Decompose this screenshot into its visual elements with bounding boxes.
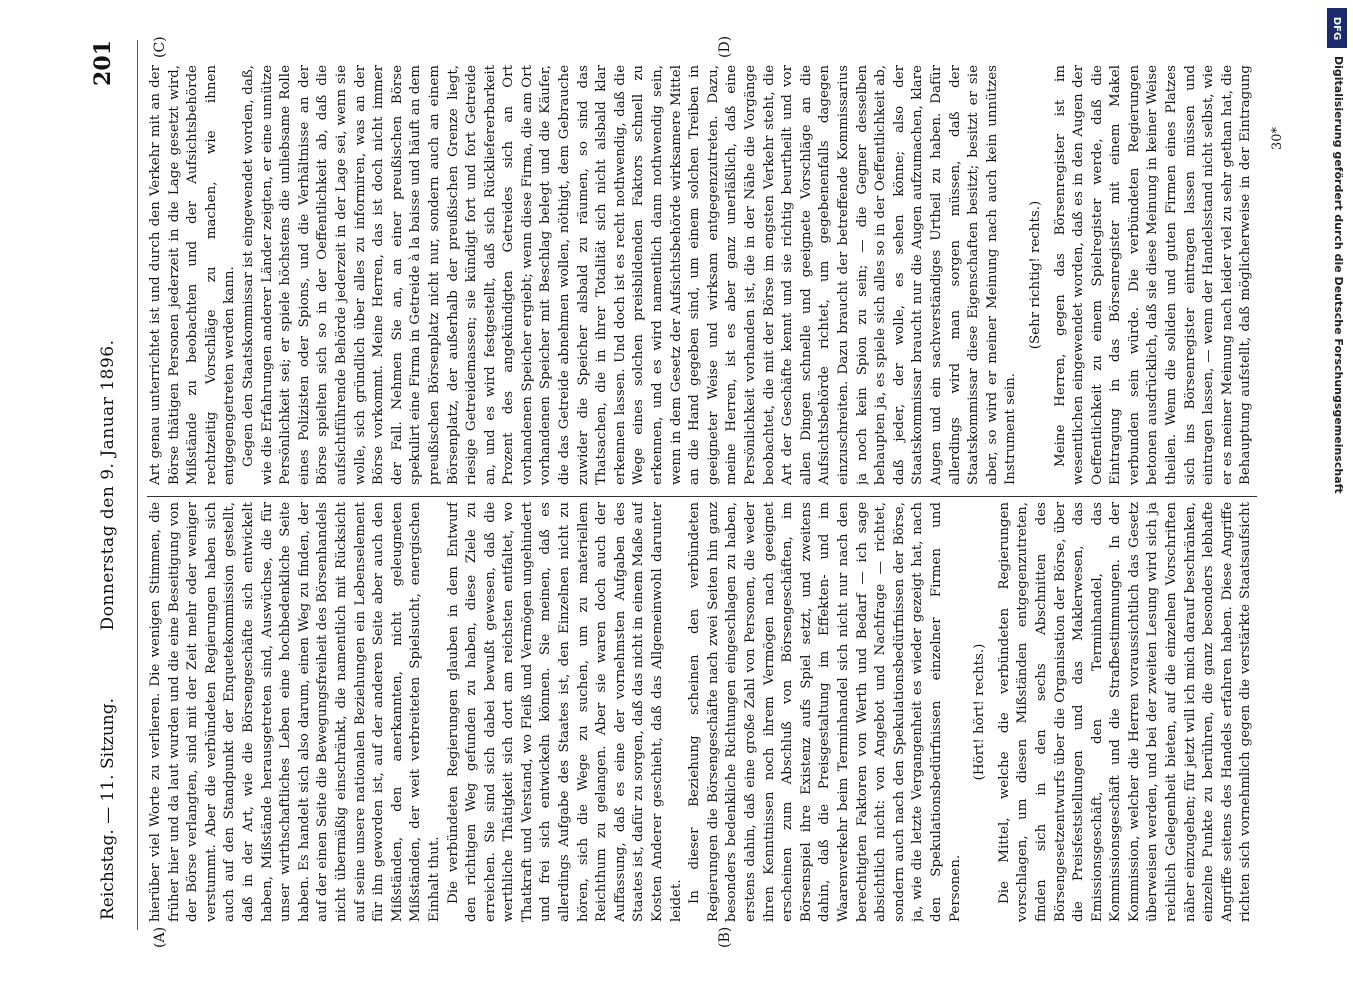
interjection: (Sehr richtig! rechts.) — [1027, 200, 1043, 350]
paragraph: hierüber viel Worte zu verlieren. Die wenigen Stimmen, die früher hier und da laut wurden und die eine Beseitigung von der Börse verlangten, sind mit der Zeit mehr oder weniger verstummt. Aber die verbündeten Regierungen haben sich auch auf den Standpunkt der Enquetekommission gestellt, daß in der Art, wie die Börsengeschäfte sich entwickelt haben, Mißstände herausgetreten sind, Auswüchse, die für unser wirthschaftliches Leben eine hochbedenkliche Seite haben. Es handelt sich also darum, einen Weg zu finden, der auf der einen Seite die Bewegungsfreiheit des Börsenhandels nicht übermäßig einschränkt, die namentlich mit Rücksicht auf seine unsere nationalen Beziehungen ein Lebenselement für ihn geworden ist, auf der anderen Seite aber auch den Mißständen, den anerkannten, nicht geleugneten Mißständen, der weit verbreiteten Spielsucht, energischen Einhalt thut. — [148, 502, 442, 922]
margin-marker-a: (A) — [152, 926, 168, 948]
dfg-logo: DFG — [1327, 8, 1347, 48]
paragraph: Art genau unterrichtet ist und durch den Verkehr mit an der Börse thätigen Personen jederzeit in die Lage gesetzt wird, Mißstände zu beobachten und der Aufsichtsbehörde rechtzeitig Vorschläge zu machen, wie ihnen entgegengetreten werden kann. — [148, 65, 238, 485]
paragraph: Die verbündeten Regierungen glauben in dem Entwurf den richtigen Weg gefunden zu haben, diese Ziele zu erreichen. Sie sind sich dabei bewußt gewesen, daß die werthliche Thätigkeit sich dort am reichsten entfaltet, wo Thatkraft und Verstand, wo Fleiß und Vermögen ungehindert und frei sich entwickeln können. Sie meinen, daß es allerdings Aufgabe des Staates ist, den Einzelnen nicht zu hören, sich die Wege zu suchen, um zu materiellem Reichthum zu gelangen. Aber sie waren doch auch der Auffassung, daß es eine der vornehmsten Aufgaben des Staates ist, dafür zu sorgen, daß das nicht in einem Maße auf Kosten Anderer geschieht, daß das Allgemeinwohl darunter leidet. — [445, 502, 684, 922]
running-title-left: Reichstag. — 11. Sitzung. — [98, 697, 118, 920]
digitization-credit — [1325, 8, 1347, 998]
margin-marker-b: (B) — [717, 926, 733, 948]
signature-mark: 30* — [1270, 126, 1285, 150]
page-number: 201 — [90, 40, 116, 86]
newspaper-page — [52, 0, 1352, 1000]
running-date: Donnerstag den 9. Januar 1896. — [98, 339, 118, 631]
header-rule — [137, 40, 138, 930]
paragraph: Die Mittel, welche die verbündeten Regierungen vorschlagen, um diesen Mißständen entgegenzutreten, finden sich in den sechs Abschnitten des Börsengesetzentwurfs über die Organisation der Börse, über die Preisfeststellungen und das Maklerwesen, das Emissionsgeschäft, den Terminhandel, das Kommissionsgeschäft und die Strafbestimmungen. In der Kommission, welcher die Herren voraussichtlich das Gesetz überweisen werden, und bei der zweiten Lesung wird sich ja reichlich Gelegenheit bieten, auf die einzelnen Vorschriften näher einzugehen; für jetzt will ich mich darauf beschränken, einzelne Punkte zu berühren, die ganz besonders lebhafte Angriffe seitens des Handels erfahren haben. Diese Angriffe richten sich vornehmlich gegen die verstärkte Staatsaufsicht — [996, 502, 1254, 922]
column-divider — [147, 496, 1257, 497]
right-column — [147, 65, 1257, 485]
interjection: (Hört! hört! rechts.) — [972, 643, 988, 781]
paragraph: Meine Herren, gegen das Börsenregister ist im wesentlichen eingewendet worden, daß es in den Augen der Oeffentlichkeit zu einem Spielregister werde, daß die Eintragung in das Börsenregister mit einem Makel verbunden sein würde. Die verbündeten Regierungen betonen ausdrücklich, daß sie diese Meinung in keiner Weise theilen. Wenn die soliden und guten Firmen eines Platzes sich ins Börsenregister eintragen lassen müssen und eintragen lassen, — wenn der Handelsstand nicht selbst, wie er es meiner Meinung nach leider viel zu sehr gethan hat, die Behauptung aufstellt, daß möglicherweise in der Eintragung — [1052, 65, 1254, 485]
paragraph: Gegen den Staatskommissar ist eingewendet worden, daß, wie die Erfahrungen anderer Länder zeigten, er eine unnütze Persönlichkeit sei; er spiele höchstens die unliebsame Rolle eines Polizisten oder Spions, und die Verhältnisse an der Börse spielten sich so in der Oeffentlichkeit ab, daß die aufsichtführende Behörde jederzeit in der Lage sei, wenn sie wolle, sich gründlich über alles zu informiren, was an der Börse vorkommt. Meine Herren, das ist doch nicht immer der Fall. Nehmen Sie an, an einer preußischen Börse spekulirt eine Firma in Getreide à la baisse und häuft an dem preußischen Börsenplatz nicht nur, sondern auch an einem Börsenplatz, der außerhalb der preußischen Grenze liegt, riesige Getreidemassen; sie kündigt fort und fort Getreide an, und es wird festgestellt, daß sich Rückliefererbarkeit Prozent des angekündigten Getreides sich an Ort vorhandenen Speicher ergiebt; wenn diese Firma, die am Ort vorhandenen Speicher mit Beschlag belegt und die Käufer, die das Getreide abnehmen wollen, nöthigt, dem Gebrauche zuwider die Speicher alsbald zu räumen, so sind das Thatsachen, die in ihrer Totalität sich nicht alsbald klar erkennen lassen. Und doch ist es recht nothwendig, daß die Wege eines solchen preisbildenden Faktors schnell zu erkennen, und es wird namentlich dann nothwendig sein, wenn in dem Gesetz der Aufsichtsbehörde wirksamere Mittel an die Hand gegeben sind, um einem solchen Treiben in geeigneter Weise und wirksam entgegenzutreten. Dazu, meine Herren, ist es aber ganz unerläßlich, daß eine Persönlichkeit vorhanden ist, die in der Nähe die Vorgänge beobachtet, die mit der Börse im engsten Verkehr steht, die Art der Geschäfte kennt und sie richtig beurtheilt und vor allen Dingen schnelle und geeignete Vorschläge an die Aufsichtsbehörde richtet, um gegebenenfalls dagegen einzuschreiten. Dazu braucht der betreffende Kommissarius ja noch kein Spion zu sein; — die Gegner desselben behaupten ja, es spiele sich alles so in der Oeffentlichkeit ab, daß jeder, der wolle, es sehen könne; also der Staatskommissar braucht nur die Augen aufzumachen, klare Augen und ein sachverständiges Urtheil zu haben. Dafür allerdings wird man sorgen müssen, daß der Staatskommissar diese Eigenschaften besitzt; besitzt er sie aber, so wird er meiner Meinung nach auch kein unnützes Instrument sein. — [240, 65, 1019, 485]
margin-marker-d: (D) — [717, 35, 733, 58]
paragraph: In dieser Beziehung scheinen den verbündeten Regierungen die Börsengeschäfte nach zwei Seiten hin ganz besonders bedenkliche Richtungen eingeschlagen zu haben, erstens dahin, daß eine große Zahl von Personen, die weder ihren Kenntnissen noch ihrem Vermögen nach geeignet erscheinen zum Abschluß von Börsengeschäften, im Börsenspiel ihre Existenz aufs Spiel setzt, und zweitens dahin, daß die Preisgestaltung im Effekten- und im Waarenverkehr beim Terminhandel sich nicht nur nach den berechtigten Faktoren von Werth und Bedarf — ich sage absichtlich nicht: von Angebot und Nachfrage — richtet, sondern auch nach den Spekulationsbedürfnissen der Börse, ja, wie die letzte Vergangenheit es wieder gezeigt hat, nach den Spekulationsbedürfnissen einzelner Firmen und Personen. — [687, 502, 963, 922]
margin-marker-c: (C) — [152, 36, 168, 58]
page-header — [90, 40, 130, 930]
left-column — [147, 502, 1257, 922]
credit-text: Digitalisierung gefördert durch die Deutsche Forschungsgemeinschaft — [1332, 56, 1345, 494]
